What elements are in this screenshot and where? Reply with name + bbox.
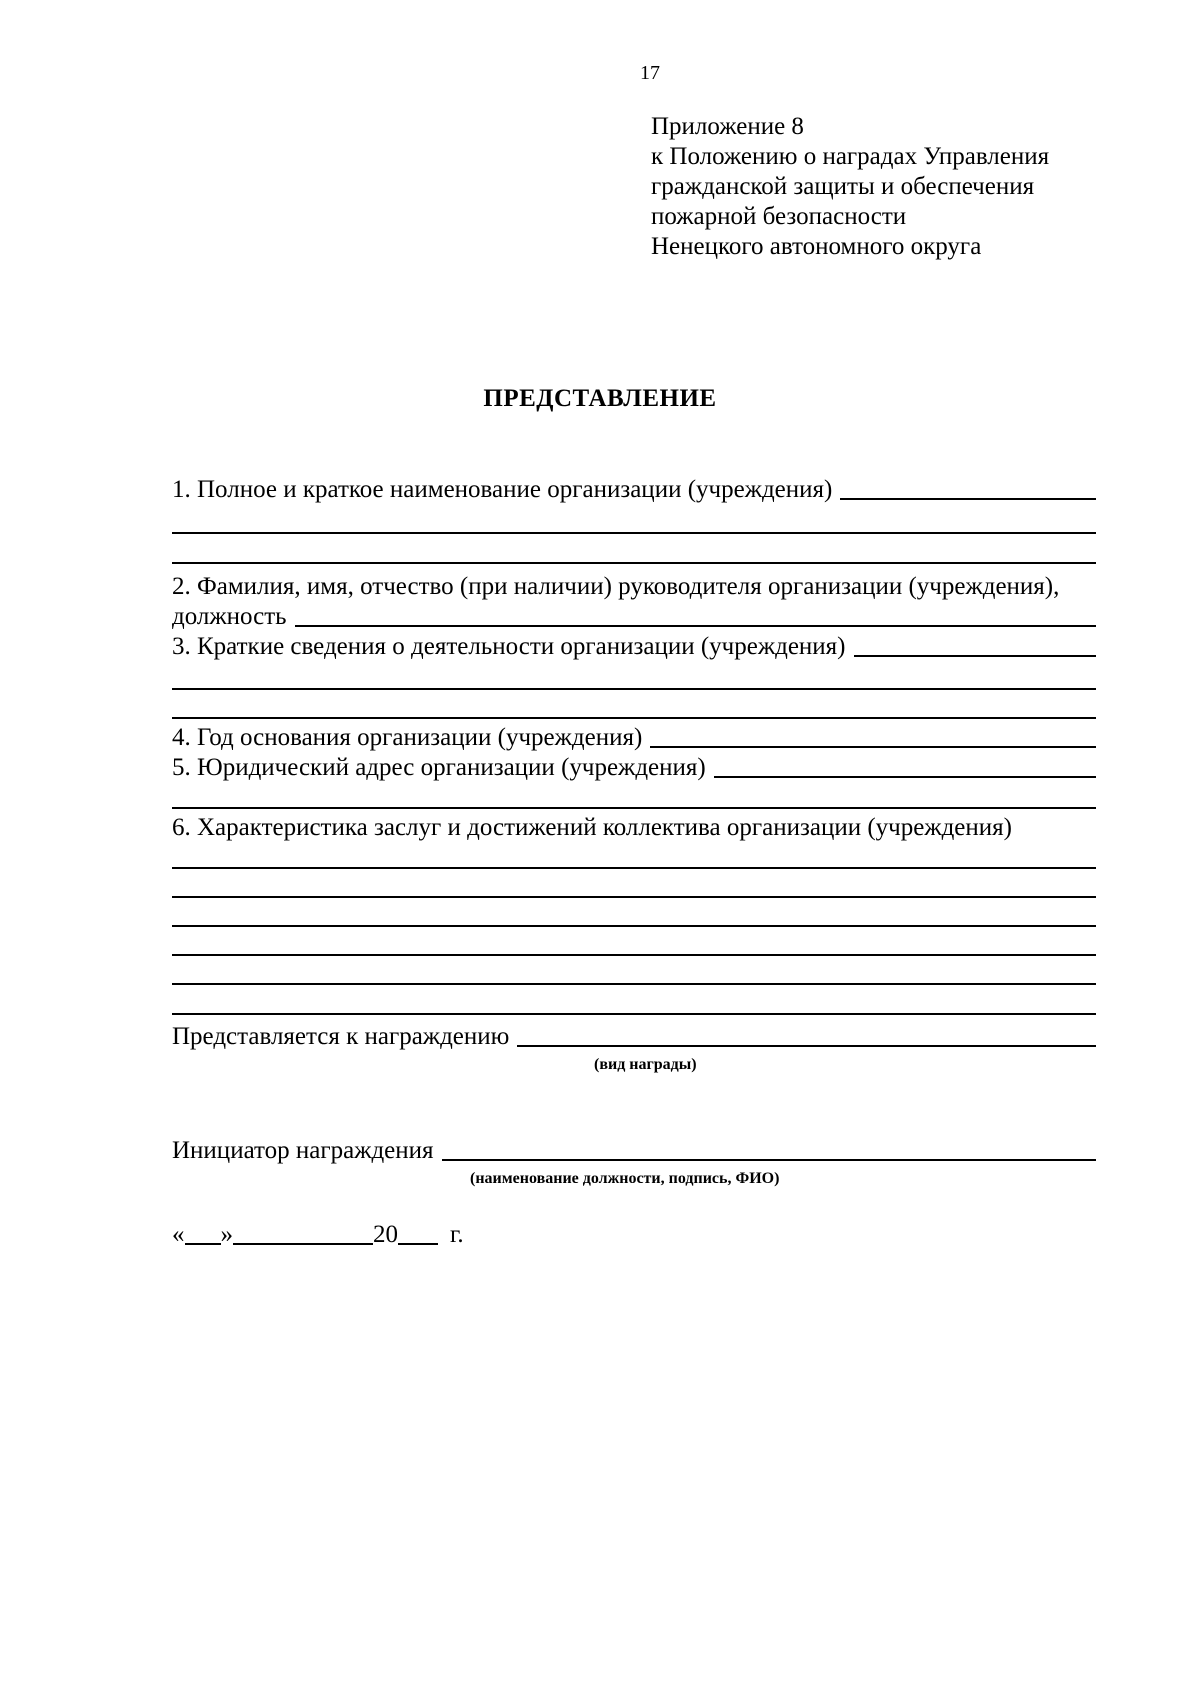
blank-line[interactable] [172, 717, 1096, 719]
blank-line[interactable] [172, 562, 1096, 564]
field-activity [172, 632, 1096, 662]
date-close-quote: » [220, 1221, 233, 1248]
blank-line[interactable] [172, 1013, 1096, 1015]
blank-line[interactable] [172, 896, 1096, 898]
field-label: 3. Краткие сведения о деятельности организации (учреждения) [172, 633, 846, 660]
blank-line[interactable] [172, 925, 1096, 927]
date-suffix: г. [450, 1221, 464, 1248]
date-month-blank[interactable] [233, 1243, 373, 1245]
blank-line[interactable] [442, 1159, 1096, 1161]
field-org-name [172, 475, 1096, 505]
field-legal-address [172, 753, 1096, 783]
blank-line[interactable] [650, 746, 1096, 748]
date-day-blank[interactable] [185, 1243, 221, 1245]
field-award [172, 1022, 1096, 1052]
blank-line[interactable] [517, 1045, 1096, 1047]
field-director [172, 602, 1096, 632]
appendix-line: к Положению о наградах Управления [651, 143, 1050, 170]
field-label: Представляется к награждению [172, 1023, 510, 1050]
date-year-prefix: 20 [373, 1221, 398, 1248]
initiator-caption: (наименование должности, подпись, ФИО) [470, 1170, 780, 1187]
field-label: должность [172, 603, 287, 630]
field-founding-year [172, 723, 1096, 753]
award-caption: (вид награды) [594, 1056, 697, 1073]
field-label: 4. Год основания организации (учреждения) [172, 724, 643, 751]
blank-line[interactable] [172, 867, 1096, 869]
field-label: Инициатор награждения [172, 1137, 434, 1164]
field-label-director: 2. Фамилия, имя, отчество (при наличии) руководителя организации (учреждения), [172, 573, 1060, 600]
field-label: 1. Полное и краткое наименование организации (учреждения) [172, 476, 833, 503]
appendix-line: пожарной безопасности [651, 203, 907, 230]
blank-line[interactable] [172, 983, 1096, 985]
appendix-line: Ненецкого автономного округа [651, 233, 982, 260]
page-number: 17 [640, 62, 660, 84]
appendix-line: Приложение 8 [651, 113, 804, 140]
field-label-achievements: 6. Характеристика заслуг и достижений коллектива организации (учреждения) [172, 814, 1012, 841]
date-year-blank[interactable] [398, 1243, 438, 1245]
appendix-header [651, 112, 1049, 262]
blank-line[interactable] [854, 655, 1096, 657]
date-line [172, 1220, 464, 1250]
field-label: 5. Юридический адрес организации (учреждения) [172, 754, 706, 781]
blank-line[interactable] [714, 776, 1096, 778]
blank-line[interactable] [172, 532, 1096, 534]
date-open-quote: « [172, 1221, 185, 1248]
appendix-line: гражданской защиты и обеспечения [651, 173, 1035, 200]
field-initiator [172, 1136, 1096, 1166]
blank-line[interactable] [172, 954, 1096, 956]
blank-line[interactable] [295, 625, 1096, 627]
blank-line[interactable] [172, 807, 1096, 809]
document-title: ПРЕДСТАВЛЕНИЕ [483, 385, 717, 412]
blank-line[interactable] [172, 688, 1096, 690]
blank-line[interactable] [840, 498, 1096, 500]
